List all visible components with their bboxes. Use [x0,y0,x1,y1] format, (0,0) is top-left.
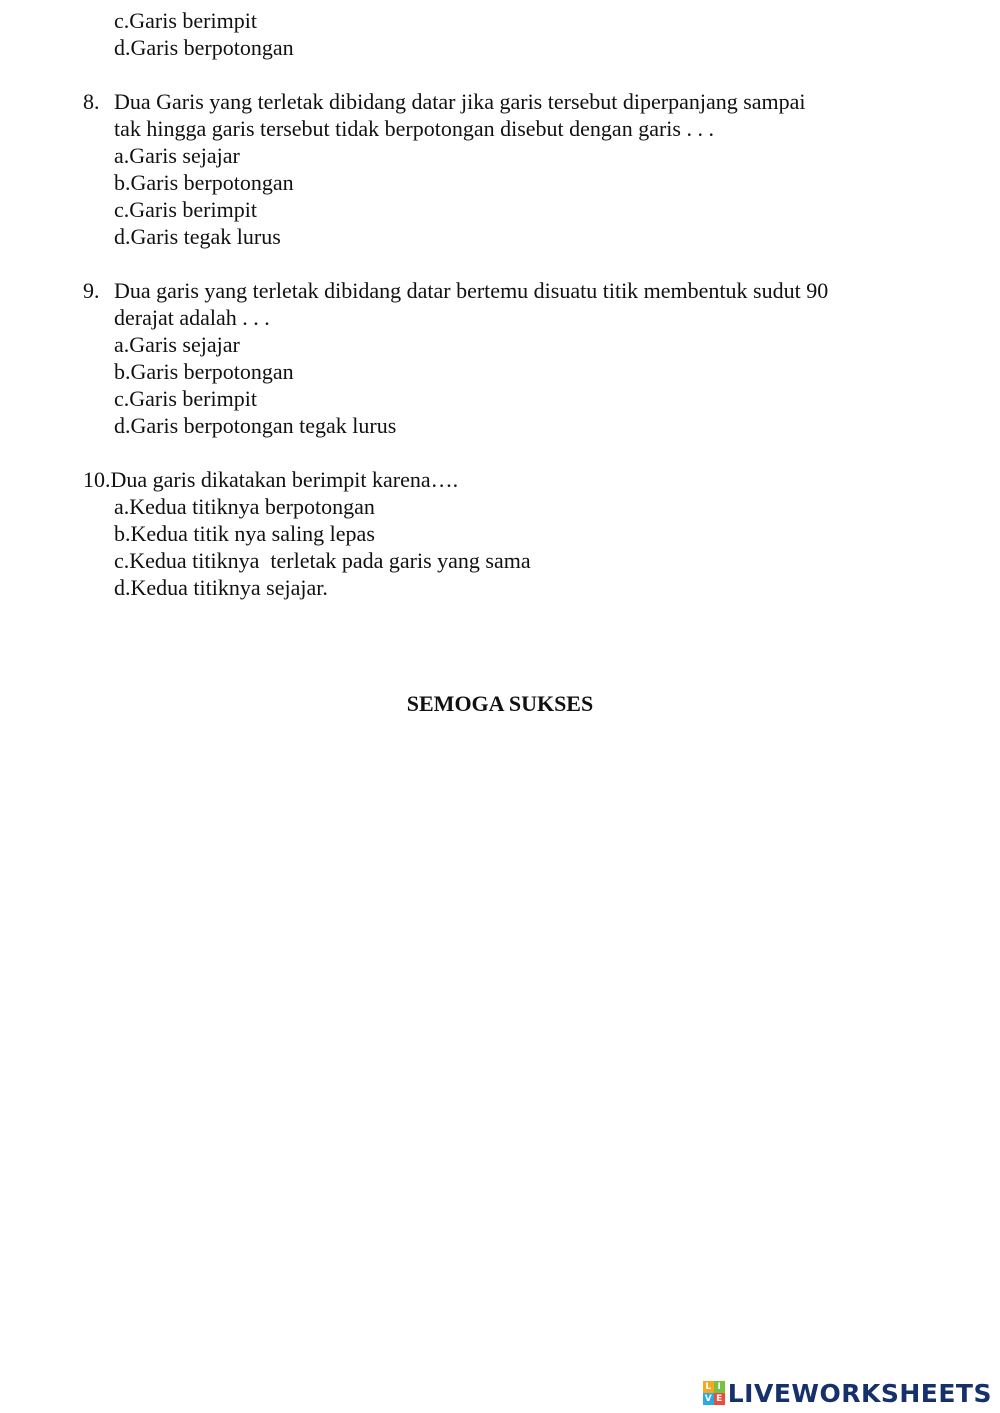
question-8-stem-line2: tak hingga garis tersebut tidak berpotongan disebut dengan garis . . . [114,116,714,141]
logo-letter-i: I [714,1381,725,1393]
option-prev-c: c.Garis berimpit [114,8,257,33]
logo-letter-v: V [703,1393,714,1405]
liveworksheets-brand-name: LIVEWORKSHEETS [727,1378,992,1408]
question-10-option-d: d.Kedua titiknya sejajar. [114,575,328,600]
option-prev-d: d.Garis berpotongan [114,35,294,60]
liveworksheets-logo-icon [703,1381,725,1405]
logo-letter-e: E [714,1393,725,1405]
question-9-option-d: d.Garis berpotongan tegak lurus [114,413,397,438]
question-9-option-a: a.Garis sejajar [114,332,240,357]
question-8-number: 8. [83,89,100,114]
question-8-option-a: a.Garis sejajar [114,143,240,168]
question-10-option-b: b.Kedua titik nya saling lepas [114,521,375,546]
closing-message: SEMOGA SUKSES [406,691,594,716]
question-8-option-b: b.Garis berpotongan [114,170,294,195]
question-10-stem: 10.Dua garis dikatakan berimpit karena…. [83,467,459,492]
liveworksheets-watermark [703,1376,992,1410]
question-10-option-c: c.Kedua titiknya terletak pada garis yang sama [114,548,531,573]
question-8-option-c: c.Garis berimpit [114,197,257,222]
question-9-option-c: c.Garis berimpit [114,386,257,411]
question-9-number: 9. [83,278,100,303]
question-8-option-d: d.Garis tegak lurus [114,224,281,249]
question-9-stem-line2: derajat adalah . . . [114,305,270,330]
question-9-option-b: b.Garis berpotongan [114,359,294,384]
question-10-option-a: a.Kedua titiknya berpotongan [114,494,375,519]
question-8-stem-line1: Dua Garis yang terletak dibidang datar jika garis tersebut diperpanjang sampai [114,89,806,114]
logo-letter-l: L [703,1381,714,1393]
question-9-stem-line1: Dua garis yang terletak dibidang datar bertemu disuatu titik membentuk sudut 90 [114,278,829,303]
